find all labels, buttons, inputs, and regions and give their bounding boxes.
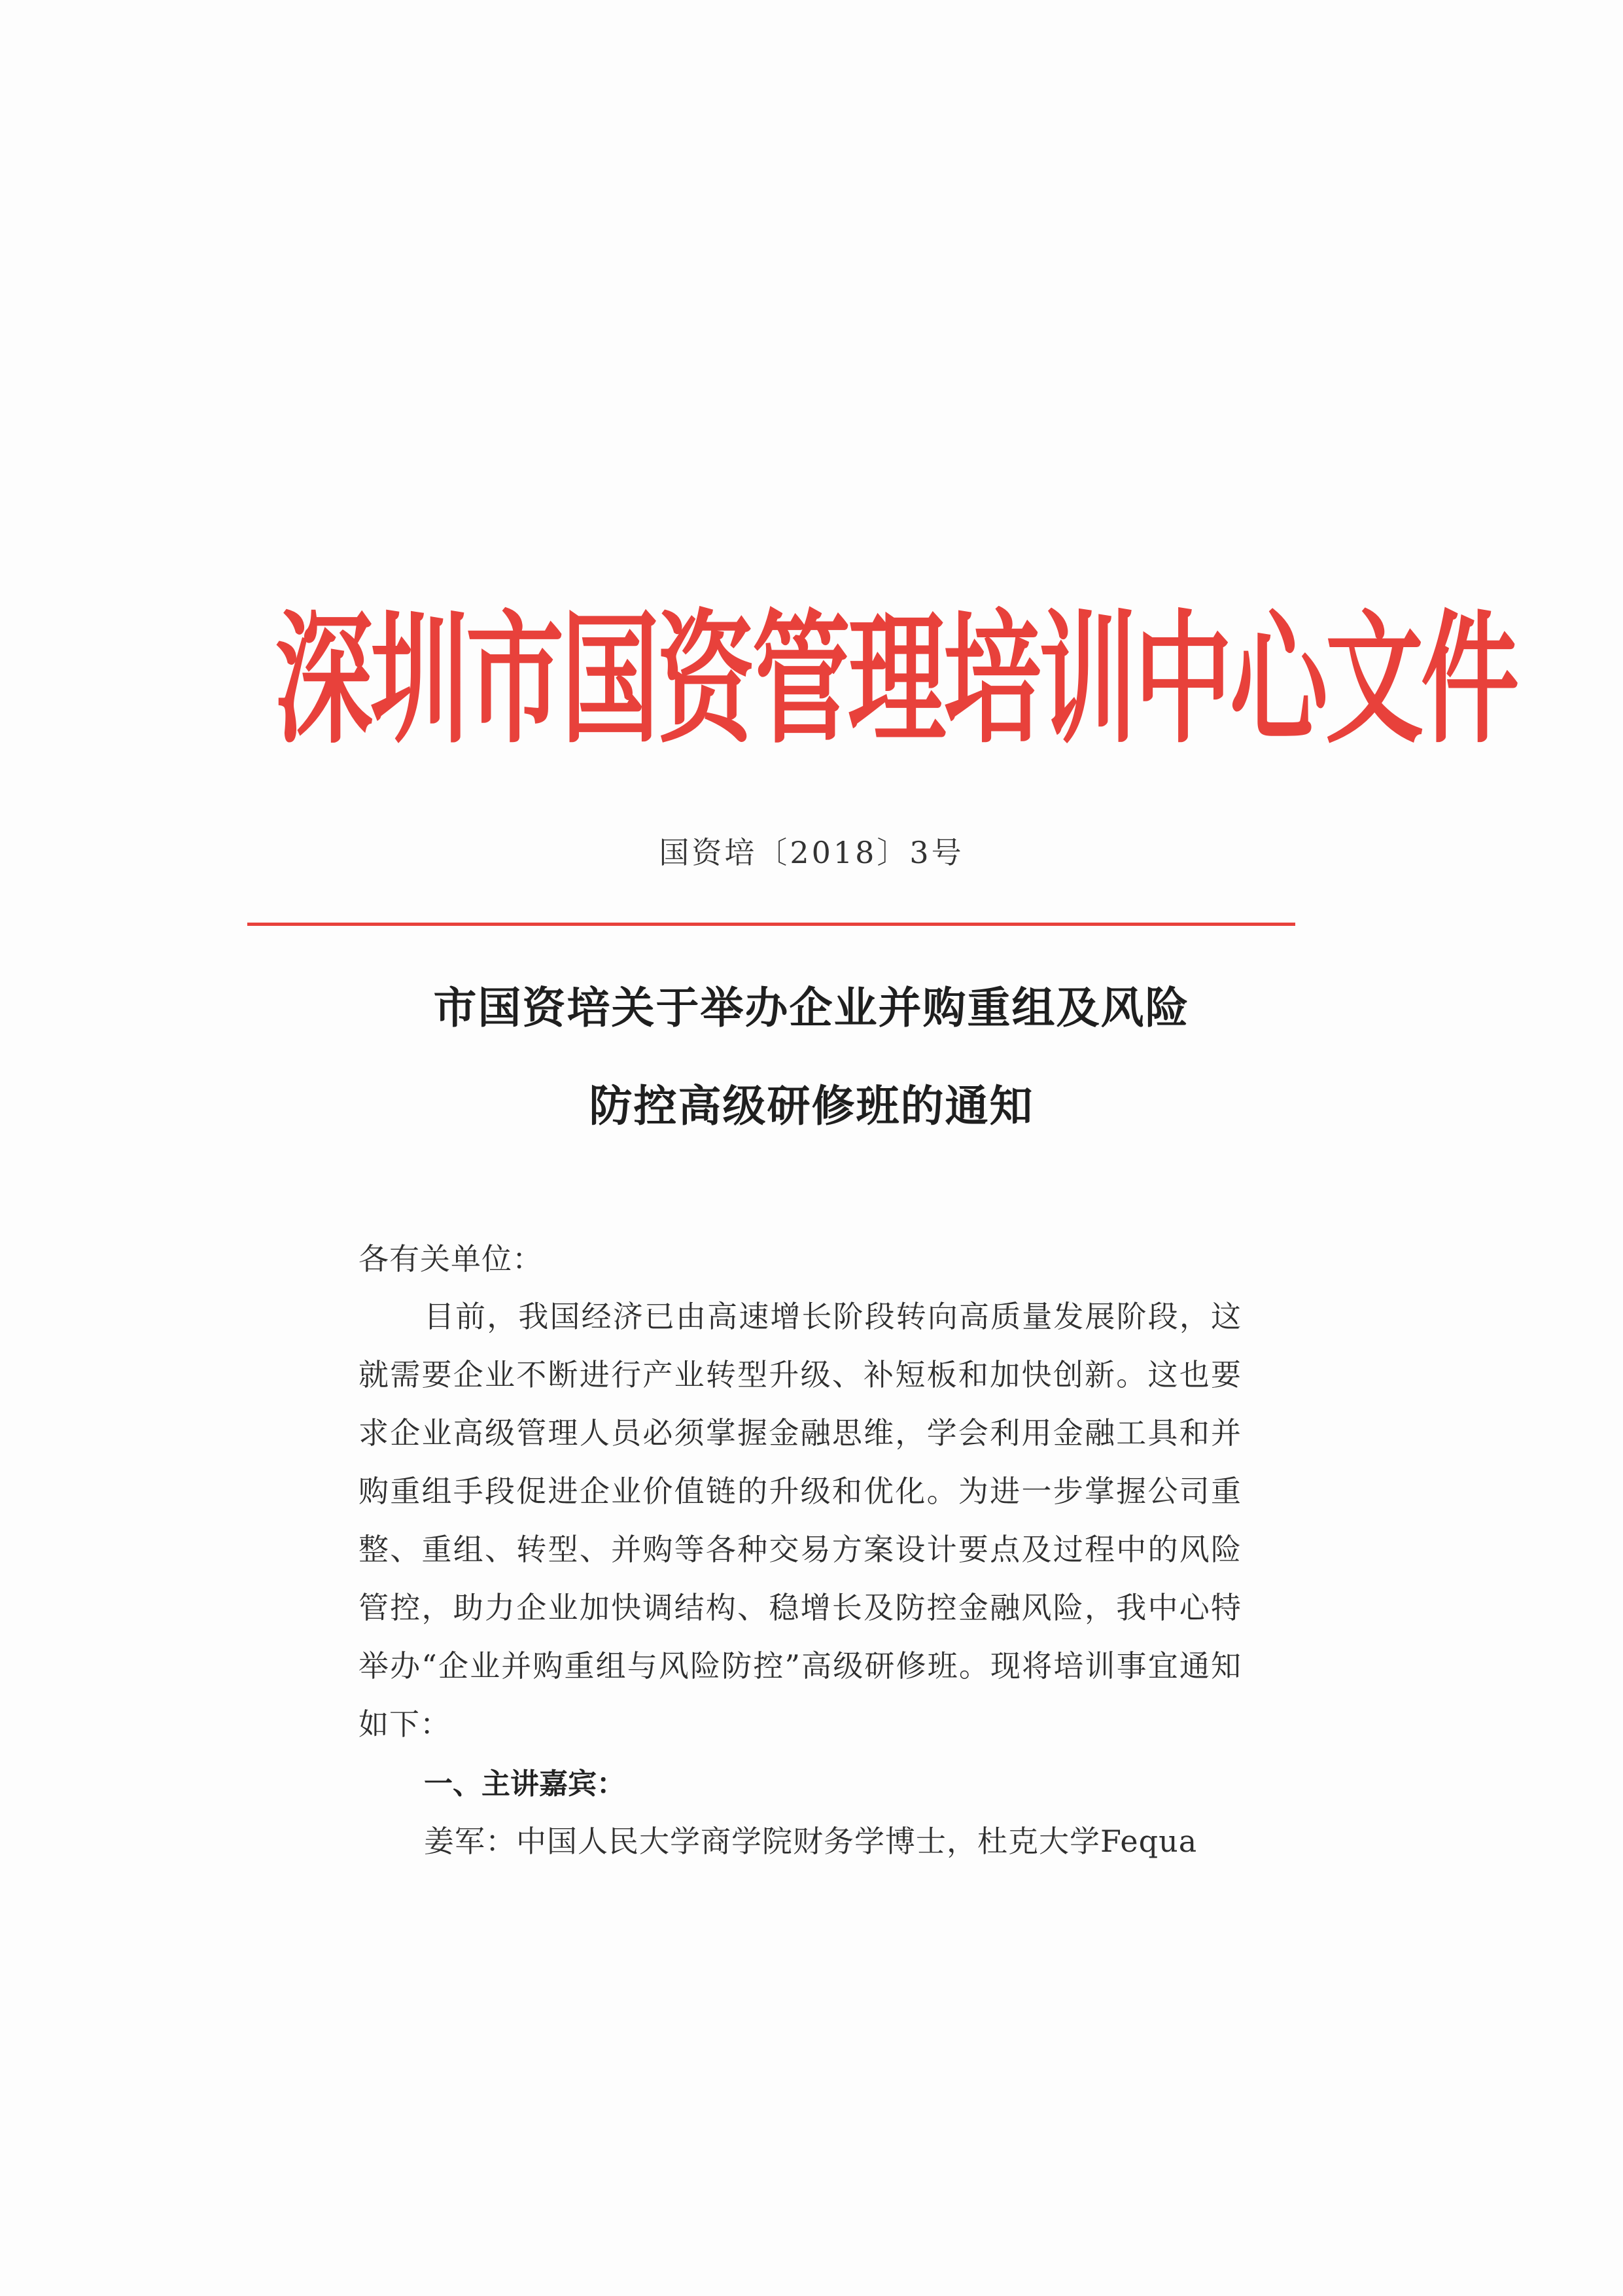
notice-title-line-2: 防控高级研修班的通知: [589, 1080, 1034, 1131]
body-paragraph: 目前，我国经济已由高速增长阶段转向高质量发展阶段，这就需要企业不断进行产业转型升级、补短板和加快创新。这也要求企业高级管理人员必须掌握金融思维，学会利用金融工具和并购重组手段促进企业价值链的升级和优化。为进一步掌握公司重整、重组、转型、并购等各种交易方案设计要点及过程中的风险管控，助力企业加快调结构、稳增长及防控金融风险，我中心特举办“企业并购重组与风险防控”高级研修班。现将培训事宜通知如下：: [358, 1299, 1242, 1742]
section-heading-speakers: 一、主讲嘉宾：: [424, 1767, 625, 1801]
issuing-organization-header: 深圳市国资管理培训中心文件: [275, 597, 1517, 764]
red-divider-line: [247, 923, 1295, 926]
notice-title-line-1: 市国资培关于举办企业并购重组及风险: [433, 982, 1190, 1033]
salutation: 各有关单位：: [358, 1241, 543, 1277]
document-number: 国资培〔2018〕3号: [659, 835, 964, 870]
speaker-introduction: 姜军：中国人民大学商学院财务学博士，杜克大学Fequa: [424, 1824, 1198, 1859]
